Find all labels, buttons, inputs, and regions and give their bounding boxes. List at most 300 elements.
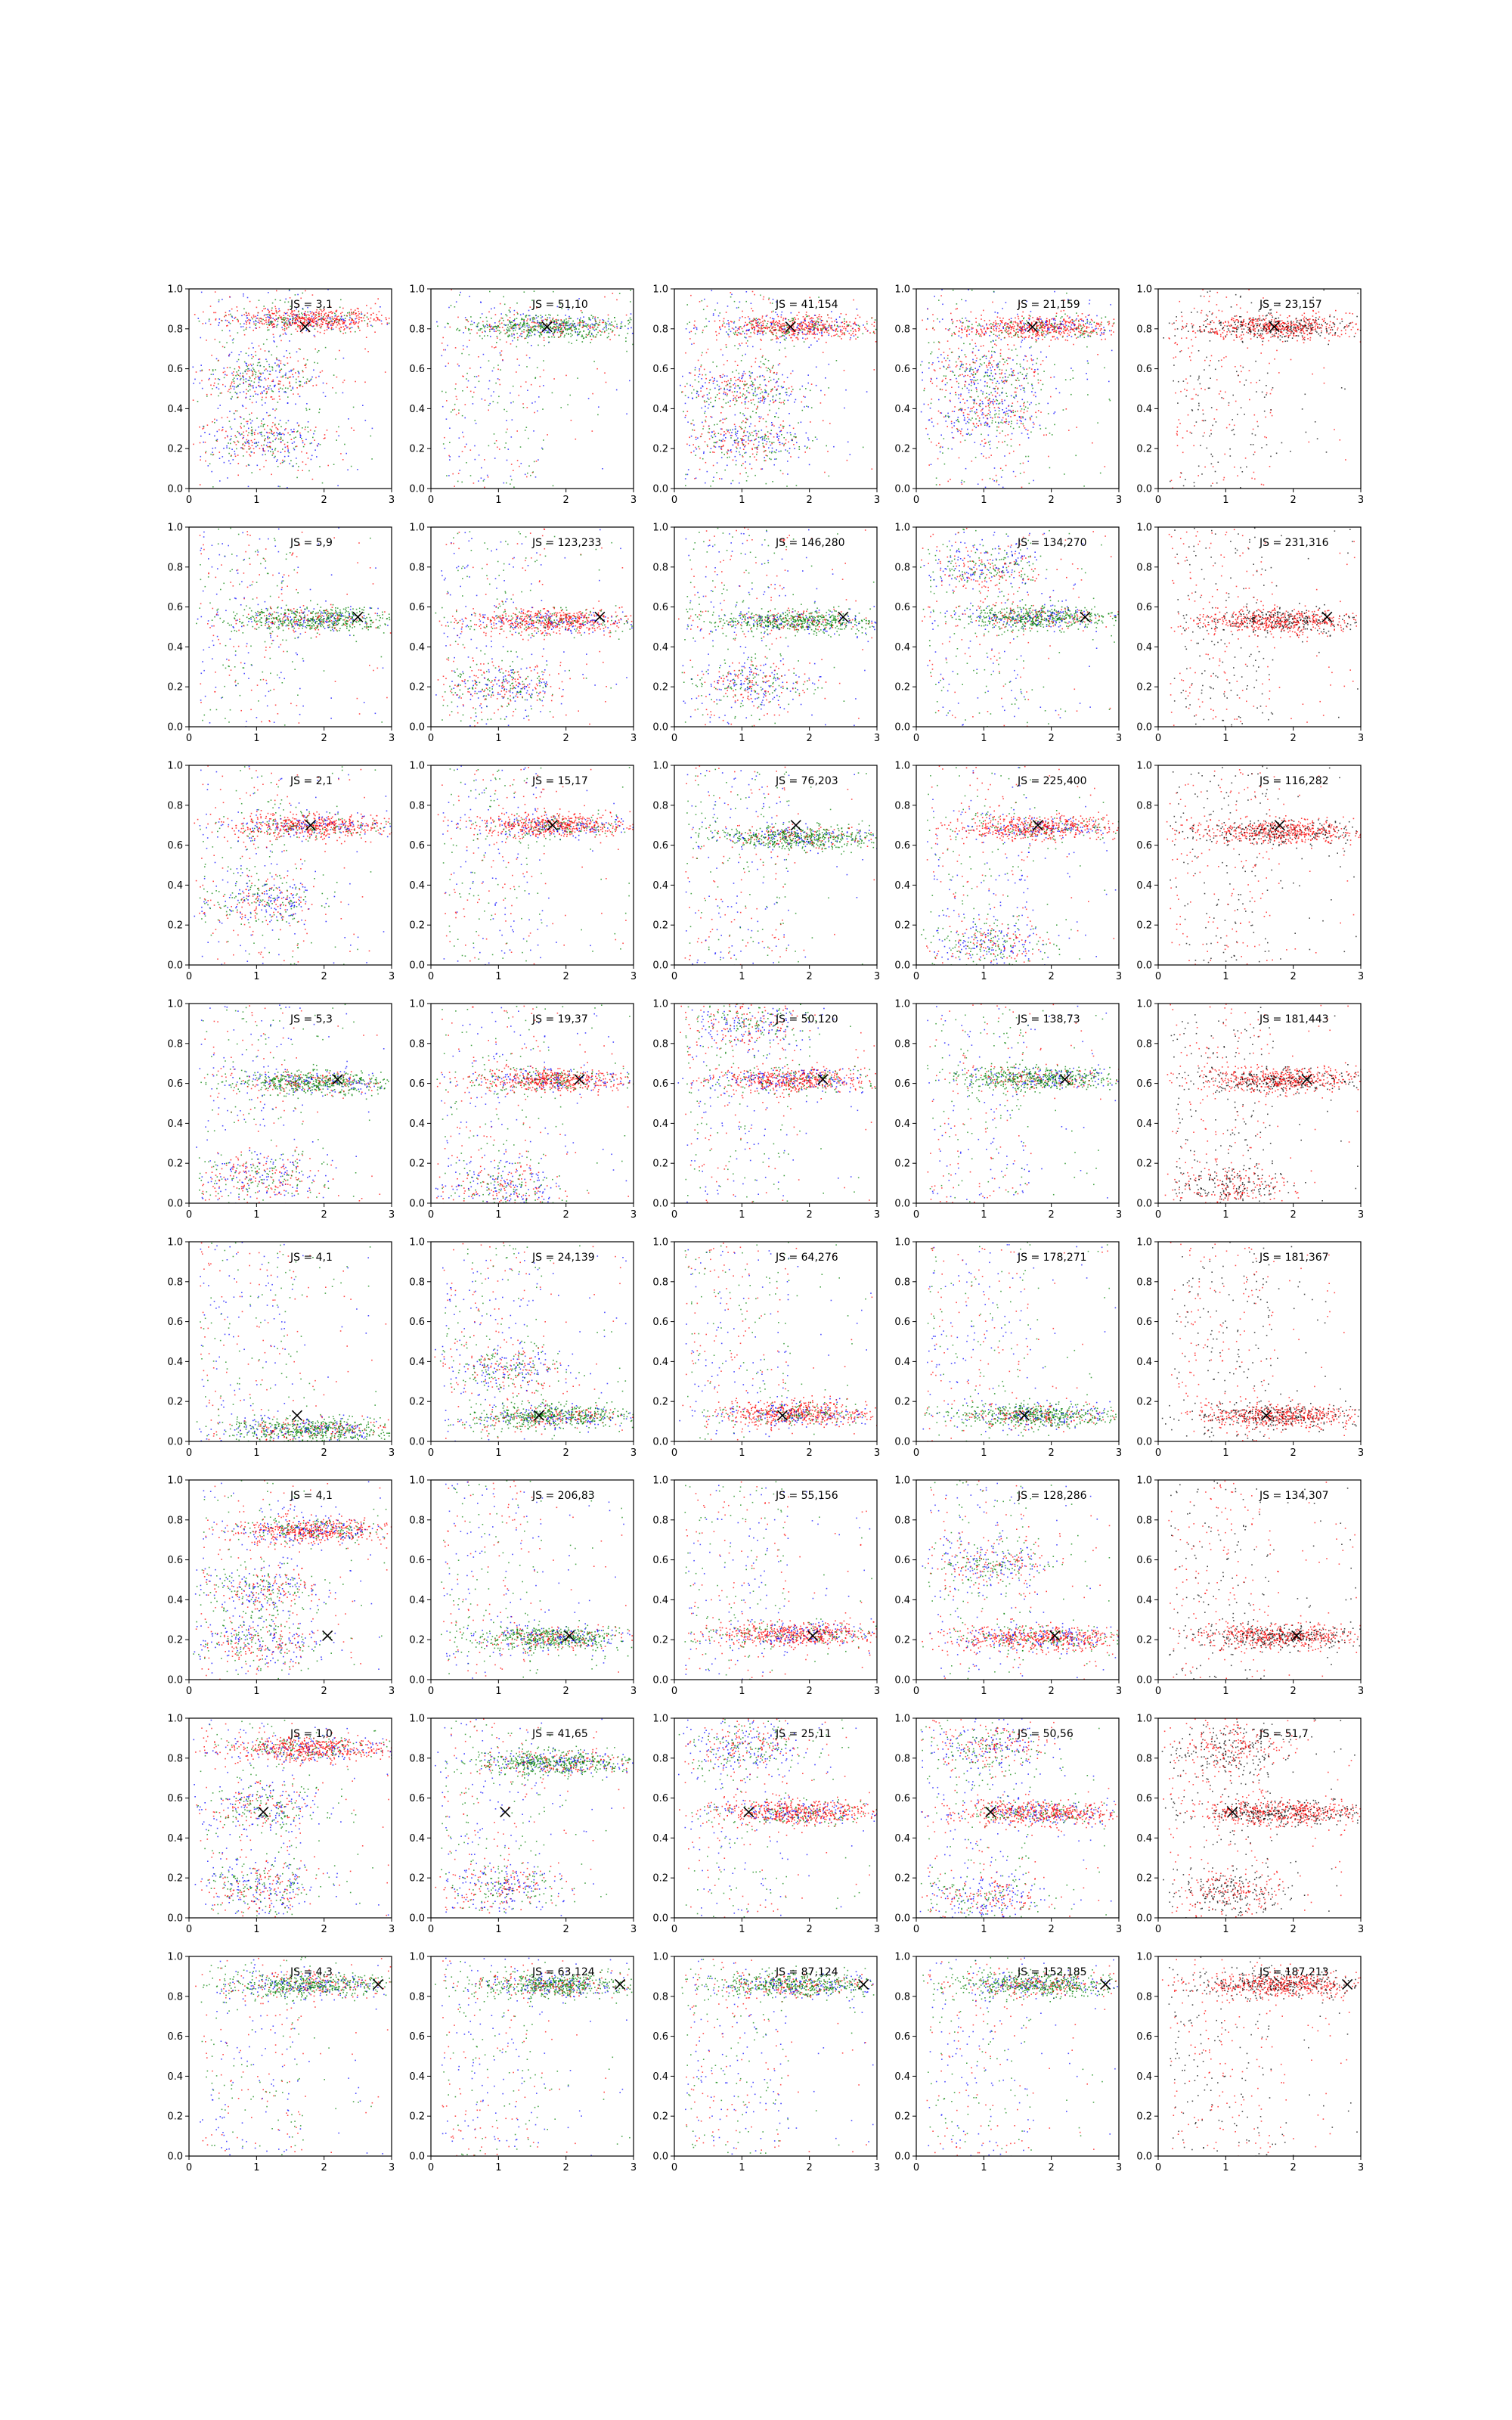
scatter-point — [766, 438, 767, 439]
scatter-point — [701, 408, 702, 409]
scatter-point — [996, 447, 998, 448]
scatter-point — [230, 367, 231, 368]
scatter-point — [442, 355, 443, 357]
scatter-point — [276, 358, 277, 360]
scatter-point — [489, 329, 491, 330]
scatter-point — [324, 319, 326, 321]
scatter-point — [316, 321, 318, 322]
scatter-point — [992, 479, 993, 480]
scatter-point — [782, 312, 783, 313]
scatter-point — [498, 321, 500, 323]
scatter-point — [261, 380, 262, 381]
scatter-point — [287, 451, 289, 452]
scatter-point — [739, 426, 741, 427]
scatter-point — [742, 420, 744, 422]
scatter-point — [524, 319, 525, 321]
scatter-point — [748, 443, 749, 445]
scatter-point — [257, 365, 259, 367]
scatter-point — [238, 366, 240, 368]
scatter-point — [293, 318, 294, 320]
scatter-point — [844, 318, 845, 320]
scatter-point — [583, 316, 584, 318]
scatter-point — [343, 319, 345, 321]
scatter-point — [488, 410, 489, 411]
scatter-point — [293, 387, 294, 389]
scatter-point — [533, 317, 534, 318]
scatter-point — [583, 326, 584, 327]
scatter-point — [792, 334, 794, 336]
scatter-point — [971, 331, 973, 333]
scatter-point — [308, 314, 309, 315]
scatter-point — [752, 411, 754, 412]
scatter-point — [760, 418, 761, 420]
scatter-point — [193, 444, 194, 445]
scatter-point — [825, 377, 826, 379]
scatter-point — [257, 394, 259, 396]
scatter-point — [1048, 456, 1049, 458]
scatter-point — [268, 450, 269, 451]
scatter-point — [705, 462, 707, 464]
scatter-point — [779, 349, 780, 351]
scatter-point — [448, 475, 450, 476]
scatter-point — [1075, 455, 1077, 457]
scatter-point — [600, 334, 602, 336]
scatter-point — [729, 457, 730, 458]
scatter-point — [495, 346, 497, 348]
scatter-point — [968, 334, 970, 335]
scatter-point — [824, 394, 826, 396]
scatter-point — [253, 386, 254, 387]
scatter-point — [1024, 392, 1026, 393]
scatter-point — [299, 348, 300, 349]
scatter-point — [246, 329, 247, 330]
scatter-point — [248, 313, 249, 315]
scatter-point — [789, 452, 790, 454]
scatter-point — [698, 376, 699, 377]
scatter-point — [763, 323, 764, 324]
scatter-point — [572, 334, 573, 336]
scatter-point — [725, 392, 727, 394]
scatter-point — [321, 315, 323, 317]
scatter-point — [200, 371, 201, 372]
scatter-point — [560, 324, 562, 325]
scatter-point — [294, 315, 296, 316]
scatter-point — [237, 332, 239, 334]
scatter-point — [551, 328, 553, 330]
scatter-point — [1011, 445, 1012, 447]
scatter-point — [298, 376, 299, 377]
scatter-point — [500, 355, 502, 356]
scatter-point — [820, 324, 821, 326]
scatter-point — [280, 441, 282, 442]
scatter-point — [745, 442, 747, 443]
scatter-point — [203, 312, 204, 313]
scatter-point — [260, 376, 262, 377]
scatter-point — [268, 320, 270, 321]
scatter-point — [248, 442, 249, 443]
scatter-point — [784, 326, 785, 327]
scatter-point — [733, 384, 734, 386]
scatter-point — [794, 448, 795, 449]
scatter-point — [277, 312, 278, 314]
scatter-point — [193, 399, 194, 401]
scatter-point — [270, 429, 271, 430]
scatter-point — [761, 367, 762, 368]
scatter-point — [696, 391, 698, 392]
scatter-point — [779, 436, 780, 437]
scatter-point — [299, 433, 301, 434]
scatter-point — [367, 325, 369, 327]
scatter-point — [931, 403, 932, 405]
scatter-point — [718, 446, 720, 448]
scatter-point — [562, 330, 564, 331]
scatter-point — [931, 399, 933, 400]
scatter-point — [730, 450, 731, 451]
scatter-point — [772, 389, 773, 390]
scatter-point — [769, 369, 770, 371]
scatter-point — [511, 464, 513, 465]
scatter-point — [773, 442, 775, 443]
scatter-point — [299, 316, 301, 318]
scatter-point — [818, 296, 820, 298]
scatter-point — [251, 317, 253, 318]
scatter-point — [279, 383, 280, 385]
scatter-point — [262, 310, 263, 312]
scatter-point — [550, 327, 551, 328]
scatter-point — [491, 326, 492, 327]
scatter-point — [218, 408, 219, 409]
scatter-point — [525, 316, 527, 318]
scatter-point — [330, 318, 331, 320]
scatter-point — [593, 328, 594, 330]
scatter-point — [1100, 330, 1101, 331]
scatter-point — [1110, 304, 1111, 306]
scatter-point — [695, 369, 696, 371]
scatter-point — [273, 391, 274, 392]
scatter-point — [289, 340, 290, 342]
scatter-point — [771, 451, 773, 452]
scatter-point — [274, 324, 275, 325]
scatter-point — [263, 343, 265, 345]
scatter-point — [258, 376, 259, 377]
scatter-point — [1086, 346, 1088, 348]
scatter-point — [445, 365, 447, 367]
scatter-point — [1028, 337, 1030, 338]
scatter-point — [314, 449, 316, 451]
scatter-point — [497, 337, 498, 339]
scatter-point — [772, 399, 773, 401]
scatter-point — [768, 439, 770, 440]
scatter-point — [292, 320, 293, 321]
scatter-point — [951, 319, 953, 321]
scatter-point — [989, 386, 990, 388]
scatter-point — [228, 442, 229, 444]
scatter-point — [229, 330, 231, 332]
scatter-point — [449, 459, 451, 461]
scatter-point — [834, 325, 835, 327]
scatter-point — [493, 391, 494, 392]
scatter-point — [225, 371, 226, 373]
scatter-point — [742, 316, 743, 318]
scatter-point — [285, 392, 287, 393]
scatter-point — [296, 318, 297, 319]
scatter-point — [701, 378, 702, 380]
scatter-point — [710, 398, 711, 399]
scatter-point — [468, 321, 469, 323]
scatter-point — [209, 464, 211, 465]
scatter-point — [266, 361, 268, 362]
scatter-point — [787, 377, 789, 379]
scatter-point — [235, 375, 237, 377]
scatter-point — [726, 418, 727, 420]
scatter-point — [251, 380, 253, 382]
scatter-point — [280, 340, 282, 342]
scatter-point — [456, 396, 457, 398]
scatter-point — [1012, 337, 1013, 338]
scatter-point — [691, 343, 692, 345]
scatter-point — [309, 318, 311, 320]
scatter-point — [742, 355, 743, 357]
scatter-point — [773, 321, 774, 322]
scatter-point — [744, 435, 745, 436]
scatter-point — [745, 402, 746, 403]
scatter-point — [578, 334, 580, 336]
scatter-point — [547, 332, 548, 334]
scatter-point — [313, 370, 314, 371]
scatter-point — [995, 340, 996, 341]
scatter-point — [541, 448, 543, 449]
scatter-point — [357, 469, 358, 470]
scatter-point — [956, 308, 958, 309]
scatter-point — [707, 394, 708, 396]
scatter-point — [736, 370, 737, 371]
scatter-point — [476, 423, 477, 424]
scatter-point — [481, 467, 482, 469]
scatter-point — [736, 399, 737, 400]
scatter-point — [751, 384, 752, 386]
scatter-point — [277, 377, 278, 378]
scatter-point — [538, 459, 539, 461]
scatter-point — [556, 319, 557, 321]
scatter-point — [280, 317, 282, 318]
scatter-point — [810, 329, 812, 330]
scatter-point — [310, 443, 311, 445]
scatter-point — [470, 316, 472, 318]
scatter-point — [302, 427, 303, 429]
scatter-point — [489, 326, 491, 327]
scatter-point — [222, 384, 224, 386]
scatter-point — [1061, 332, 1062, 334]
scatter-point — [773, 326, 774, 327]
scatter-point — [968, 327, 969, 329]
scatter-point — [265, 438, 266, 439]
scatter-point — [739, 377, 740, 379]
scatter-point — [521, 318, 522, 319]
scatter-point — [278, 389, 280, 390]
scatter-point — [582, 336, 584, 337]
scatter-point — [696, 393, 698, 395]
scatter-point — [734, 345, 736, 346]
scatter-point — [628, 324, 630, 325]
scatter-point — [936, 484, 937, 486]
scatter-point — [1022, 333, 1024, 334]
scatter-point — [270, 316, 271, 318]
scatter-point — [975, 457, 977, 458]
scatter-point — [223, 448, 225, 449]
scatter-point — [305, 319, 306, 321]
scatter-point — [759, 402, 761, 403]
scatter-point — [770, 371, 771, 373]
scatter-point — [583, 324, 584, 326]
scatter-point — [770, 380, 772, 381]
scatter-point — [247, 297, 249, 299]
scatter-point — [629, 322, 631, 324]
scatter-point — [306, 320, 308, 321]
scatter-point — [221, 392, 222, 394]
scatter-point — [468, 330, 469, 331]
scatter-point — [321, 311, 323, 312]
scatter-point — [327, 321, 328, 322]
scatter-point — [233, 371, 234, 373]
scatter-point — [270, 385, 271, 386]
scatter-point — [215, 291, 216, 293]
scatter-point — [932, 314, 934, 315]
scatter-point — [734, 424, 736, 426]
scatter-point — [760, 349, 761, 350]
scatter-point — [350, 331, 352, 333]
scatter-point — [1007, 344, 1009, 346]
scatter-point — [758, 398, 760, 399]
scatter-point — [1100, 473, 1101, 474]
scatter-point — [769, 404, 770, 405]
scatter-point — [774, 458, 776, 460]
scatter-point — [529, 333, 531, 334]
scatter-point — [469, 333, 471, 334]
scatter-point — [712, 361, 714, 363]
scatter-point — [712, 437, 714, 439]
scatter-point — [817, 321, 819, 322]
scatter-point — [340, 453, 342, 455]
scatter-point — [927, 309, 928, 310]
scatter-point — [810, 297, 811, 299]
scatter-point — [570, 336, 572, 337]
scatter-point — [310, 311, 311, 312]
scatter-point — [933, 321, 934, 322]
scatter-point — [749, 371, 751, 373]
scatter-point — [791, 330, 792, 332]
scatter-point — [855, 330, 857, 332]
scatter-point — [788, 442, 789, 443]
scatter-point — [249, 323, 250, 324]
scatter-point — [489, 380, 491, 382]
scatter-point — [556, 322, 558, 324]
scatter-point — [292, 370, 293, 371]
scatter-point — [367, 324, 368, 325]
scatter-point — [296, 445, 298, 447]
scatter-point — [1026, 378, 1027, 380]
scatter-point — [325, 323, 327, 324]
scatter-point — [591, 339, 593, 340]
scatter-point — [769, 377, 770, 378]
scatter-point — [748, 436, 750, 437]
scatter-point — [495, 314, 497, 315]
scatter-point — [534, 329, 536, 330]
scatter-point — [812, 440, 813, 442]
scatter-point — [278, 380, 280, 382]
scatter-point — [334, 322, 336, 324]
scatter-point — [829, 476, 830, 477]
scatter-point — [247, 421, 249, 423]
scatter-point — [763, 327, 764, 328]
scatter-point — [630, 318, 631, 319]
scatter-point — [1060, 334, 1061, 336]
scatter-point — [297, 320, 299, 321]
scatter-point — [458, 365, 460, 367]
scatter-point — [806, 405, 807, 407]
scatter-point — [994, 343, 996, 345]
scatter-point — [349, 313, 351, 315]
scatter-point — [267, 437, 268, 439]
scatter-point — [686, 304, 688, 306]
scatter-point — [549, 318, 550, 319]
scatter-point — [727, 376, 728, 377]
scatter-point — [820, 330, 822, 331]
scatter-point — [717, 380, 718, 382]
scatter-point — [259, 320, 260, 321]
scatter-point — [845, 389, 847, 391]
scatter-point — [789, 413, 790, 414]
scatter-point — [517, 358, 519, 360]
scatter-point — [1006, 380, 1008, 382]
scatter-point — [771, 422, 773, 424]
scatter-point — [531, 335, 532, 337]
scatter-point — [586, 326, 587, 327]
scatter-point — [588, 334, 590, 335]
scatter-point — [729, 326, 730, 327]
scatter-point — [749, 321, 751, 322]
scatter-point — [771, 323, 773, 324]
scatter-point — [760, 295, 761, 296]
scatter-point — [782, 326, 784, 327]
scatter-point — [939, 342, 940, 343]
scatter-point — [787, 461, 789, 462]
scatter-point — [305, 290, 306, 292]
scatter-point — [464, 446, 466, 448]
scatter-point — [928, 434, 929, 436]
scatter-point — [791, 391, 792, 392]
scatter-point — [804, 406, 805, 408]
scatter-point — [326, 315, 327, 317]
scatter-point — [864, 327, 866, 328]
scatter-point — [312, 479, 314, 480]
scatter-point — [801, 321, 802, 323]
scatter-point — [240, 423, 242, 424]
scatter-point — [516, 318, 518, 319]
scatter-point — [689, 445, 690, 446]
scatter-point — [754, 404, 755, 405]
scatter-point — [758, 445, 760, 446]
scatter-point — [599, 322, 600, 324]
scatter-point — [559, 324, 560, 326]
scatter-point — [761, 400, 762, 402]
scatter-point — [277, 402, 279, 403]
scatter-point — [744, 446, 745, 448]
scatter-point — [735, 432, 736, 433]
scatter-point — [982, 393, 984, 395]
scatter-point — [235, 317, 237, 318]
scatter-point — [261, 423, 262, 424]
scatter-point — [314, 319, 315, 321]
